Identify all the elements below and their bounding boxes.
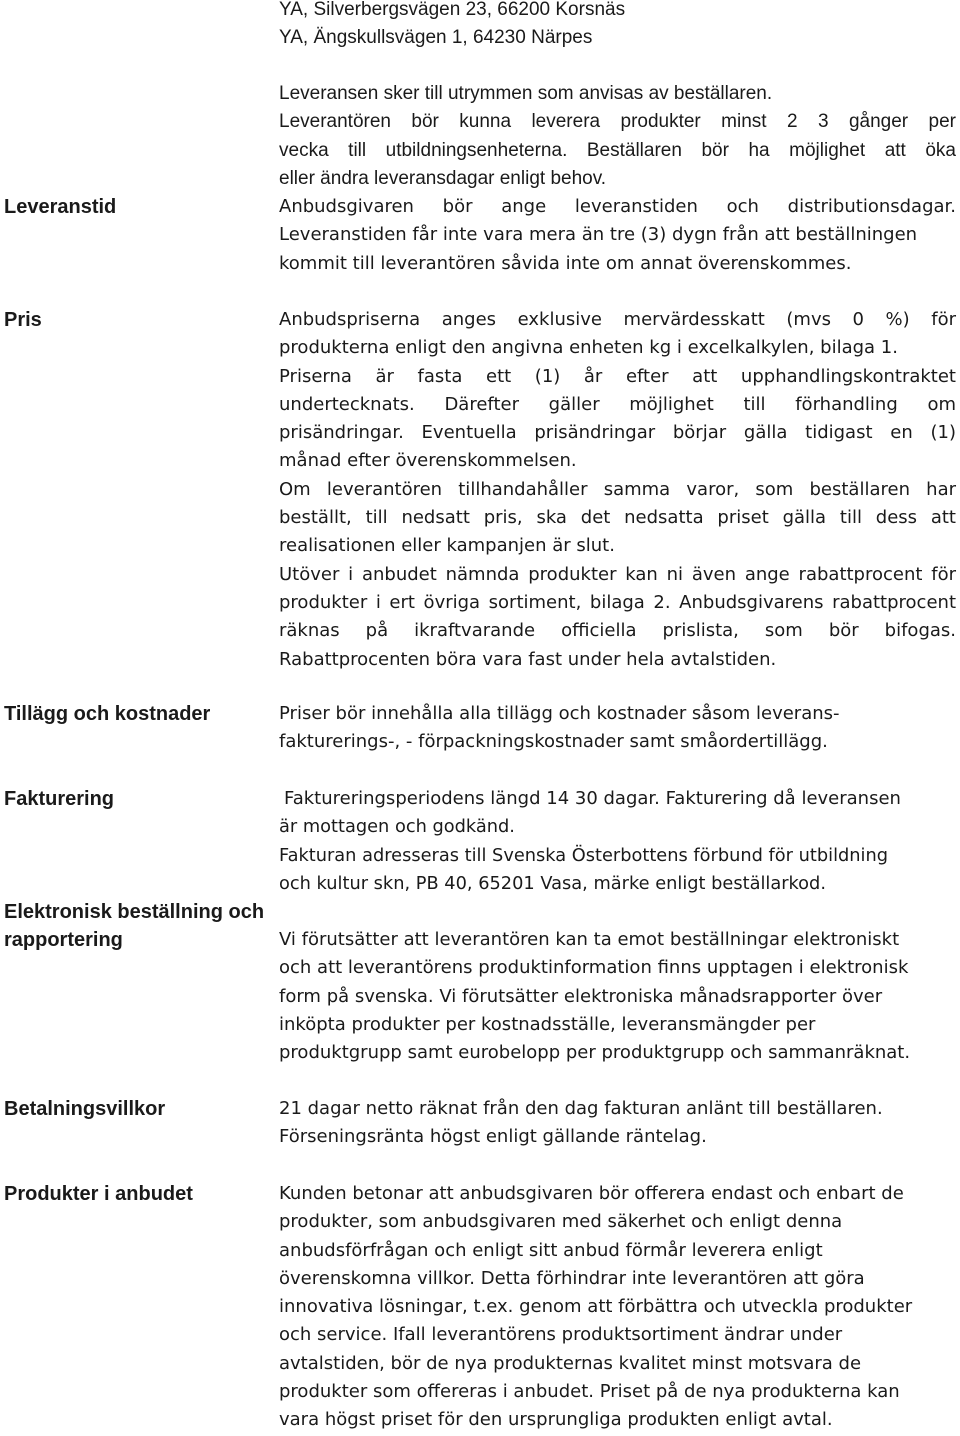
- text-line: beställt, till nedsatt pris, ska det nedsatta priset gälla till dess att: [279, 507, 956, 529]
- text-line: Om leverantören tillhandahåller samma varor, som beställaren har: [279, 478, 956, 500]
- text-line: kommit till leverantören såvida inte om annat överenskommes.: [279, 252, 852, 274]
- section-label-betalning: Betalningsvillkor: [4, 1098, 166, 1120]
- section-label-fakturering: Fakturering: [4, 788, 115, 810]
- text-line: är mottagen och godkänd.: [279, 817, 515, 838]
- section-text-tillagg: [279, 700, 956, 757]
- section-label-produkter: Produkter i anbudet: [4, 1183, 193, 1205]
- text-line: Anbudspriserna anges exklusive mervärdesskatt (mvs 0 %) för: [279, 309, 956, 330]
- section-label-pris: Pris: [4, 309, 42, 331]
- section-text-produkter: [279, 1180, 956, 1435]
- section-label-leveranstid: Leveranstid: [4, 196, 117, 218]
- text-line: undertecknats. Därefter gäller möjlighet till förhandling om: [279, 393, 956, 415]
- label-line: Elektronisk beställning och: [4, 901, 265, 923]
- text-line: produktgrupp samt eurobelopp per produktgrupp och sammanräknat.: [279, 1042, 911, 1064]
- text-line: inköpta produkter per kostnadsställe, leveransmängder per: [279, 1013, 816, 1035]
- text-line: Kunden betonar att anbudsgivaren bör offerera endast och enbart de: [279, 1183, 904, 1204]
- text-line: Utöver i anbudet nämnda produkter kan ni även ange rabattprocent för: [279, 563, 956, 585]
- section-text-elektronisk: [279, 926, 956, 1067]
- text-line: Anbudsgivaren bör ange leveranstiden och distributionsdagar.: [279, 196, 956, 218]
- address-line: YA, Silverbergsvägen 23, 66200 Korsnäs: [279, 0, 626, 20]
- section-text-fakturering: [279, 785, 956, 898]
- text-line: månad efter överenskommelsen.: [279, 450, 577, 472]
- text-line: avtalstiden, bör de nya produkternas kvalitet minst motsvara de: [279, 1352, 862, 1374]
- text-line: Priser bör innehålla alla tillägg och kostnader såsom leverans-: [279, 703, 840, 724]
- text-line: vecka till utbildningsenheterna. Beställaren bör ha möjlighet att öka: [279, 139, 956, 161]
- text-line: Priserna är fasta ett (1) år efter att upphandlingskontraktet: [279, 365, 956, 387]
- text-line: Vi förutsätter att leverantören kan ta emot beställningar elektroniskt: [279, 929, 900, 950]
- text-line: fakturerings-, - förpackningskostnader samt småordertillägg.: [279, 731, 828, 753]
- text-line: överenskomna villkor. Detta förhindrar inte leverantören att göra: [279, 1267, 865, 1289]
- text-line: produkterna enligt den angivna enheten kg i excelkalkylen, bilaga 1.: [279, 337, 898, 359]
- text-line: och att leverantörens produktinformation finns upptagen i elektronisk: [279, 957, 909, 979]
- text-line: Faktureringsperiodens längd 14 30 dagar. Fakturering då leveransen: [284, 788, 901, 809]
- text-line: Fakturan adresseras till Svenska Österbottens förbund för utbildning: [279, 845, 889, 866]
- text-line: 21 dagar netto räknat från den dag fakturan anlänt till beställaren.: [279, 1098, 883, 1119]
- label-line: rapportering: [4, 929, 123, 952]
- text-line: realisationen eller kampanjen är slut.: [279, 535, 615, 557]
- text-line: eller ändra leveransdagar enligt behov.: [279, 167, 607, 189]
- section-text-leveranstid: [279, 80, 956, 278]
- address-line: YA, Ängskullsvägen 1, 64230 Närpes: [279, 27, 593, 49]
- text-line: Leveransen sker till utrymmen som anvisas av beställaren.: [279, 83, 773, 104]
- section-label-tillagg: Tillägg och kostnader: [4, 703, 211, 725]
- address-block: [279, 0, 956, 53]
- text-line: Rabattprocenten böra vara fast under hela avtalstiden.: [279, 648, 777, 670]
- text-line: prisändringar. Eventuella prisändringar börjar gälla tidigast en (1): [279, 422, 956, 444]
- text-line: Leverantören bör kunna leverera produkter minst 2 3 gånger per: [279, 111, 956, 133]
- text-line: produkter i ert övriga sortiment, bilaga 2. Anbudsgivarens rabattprocent: [279, 591, 956, 613]
- text-line: innovativa lösningar, t.ex. genom att förbättra och utveckla produkter: [279, 1296, 913, 1318]
- text-line: vara högst priset för den ursprungliga produkten enligt avtal.: [279, 1409, 833, 1431]
- section-label-elektronisk: [4, 898, 264, 955]
- text-line: Förseningsränta högst enligt gällande räntelag.: [279, 1126, 707, 1148]
- text-line: Leveranstiden får inte vara mera än tre (3) dygn från att beställningen: [279, 224, 918, 246]
- text-line: anbudsförfrågan och enligt sitt anbud förmår leverera enligt: [279, 1239, 823, 1261]
- text-line: och kultur skn, PB 40, 65201 Vasa, märke enligt beställarkod.: [279, 873, 826, 894]
- section-text-pris: [279, 306, 956, 674]
- text-line: produkter, som anbudsgivaren med säkerhet och enligt denna: [279, 1211, 843, 1233]
- section-text-betalning: [279, 1095, 956, 1152]
- text-line: räknas på ikraftvarande officiella prislista, som bör bifogas.: [279, 620, 956, 642]
- text-line: och service. Ifall leverantörens produktsortiment ändrar under: [279, 1324, 843, 1346]
- text-line: produkter som offereras i anbudet. Priset på de nya produkterna kan: [279, 1381, 900, 1403]
- text-line: form på svenska. Vi förutsätter elektroniska månadsrapporter över: [279, 985, 883, 1007]
